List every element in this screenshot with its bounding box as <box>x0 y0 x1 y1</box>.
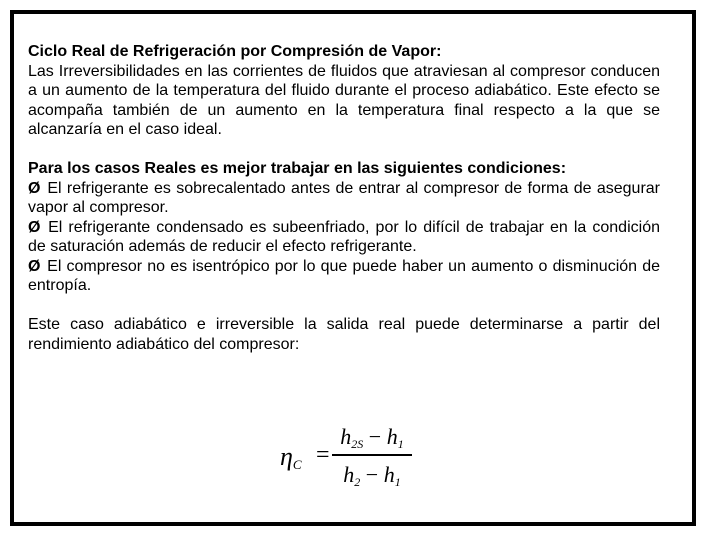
formula-denominator <box>332 460 412 490</box>
numerator-h1: h <box>386 424 398 449</box>
arrow-bullet-icon: Ø <box>28 218 41 236</box>
section-heading-ciclo-real: Ciclo Real de Refrigeración por Compresión de Vapor: <box>28 43 442 60</box>
formula-numerator <box>332 422 412 452</box>
spacer <box>28 296 660 316</box>
denominator-h2: h <box>343 461 355 487</box>
numerator-h2s-subscript: 2S <box>351 437 364 451</box>
efficiency-formula <box>274 422 434 492</box>
arrow-bullet-icon: Ø <box>28 179 41 197</box>
bullet-item-compresor <box>28 257 660 296</box>
numerator-h2s: h <box>340 424 352 449</box>
bullet-item-sobrecalentado <box>28 179 660 218</box>
bullet-text: El refrigerante es sobrecalentado antes de entrar al compresor de forma de asegurar vapor al compresor. <box>28 179 660 216</box>
numerator-h1-subscript: 1 <box>397 437 404 451</box>
denominator-h1-subscript: 1 <box>394 474 401 489</box>
formula-lhs <box>280 442 302 473</box>
bullet-text: El refrigerante condensado es subeenfriado, por lo difícil de trabajar en la condición de saturación además de reducir el efecto refrigerante. <box>28 218 660 255</box>
paragraph-irreversibilidades: Las Irreversibilidades en las corrientes de fluidos que atraviesan al compresor conducen a un aumento de la temperatura del fluido durante el proceso adiabático. Este efecto se acompaña también de un aumento en la temperatura final respecto a la que se alcanzaría en el caso ideal. <box>28 62 660 138</box>
denominator-h2-subscript: 2 <box>354 474 361 489</box>
eta-subscript: C <box>292 457 302 472</box>
paragraph-rendimiento: Este caso adiabático e irreversible la salida real puede determinarse a partir del rendimiento adiabático del compresor: <box>28 316 660 353</box>
bullet-text: El compresor no es isentrópico por lo que puede haber un aumento o disminución de entropía. <box>28 257 660 294</box>
denominator-h1: h <box>383 461 395 487</box>
slide-frame <box>10 10 696 526</box>
numerator-minus: − <box>363 424 387 449</box>
equals-sign: = <box>316 442 330 468</box>
denominator-minus: − <box>360 461 384 487</box>
slide-content <box>28 42 660 354</box>
bullet-item-subenfriado <box>28 218 660 257</box>
spacer <box>28 140 660 160</box>
formula-fraction <box>332 422 412 490</box>
section-heading-casos-reales: Para los casos Reales es mejor trabajar en las siguientes condiciones: <box>28 160 567 177</box>
fraction-bar <box>332 454 412 456</box>
arrow-bullet-icon: Ø <box>28 257 41 275</box>
eta-symbol: η <box>280 442 293 471</box>
